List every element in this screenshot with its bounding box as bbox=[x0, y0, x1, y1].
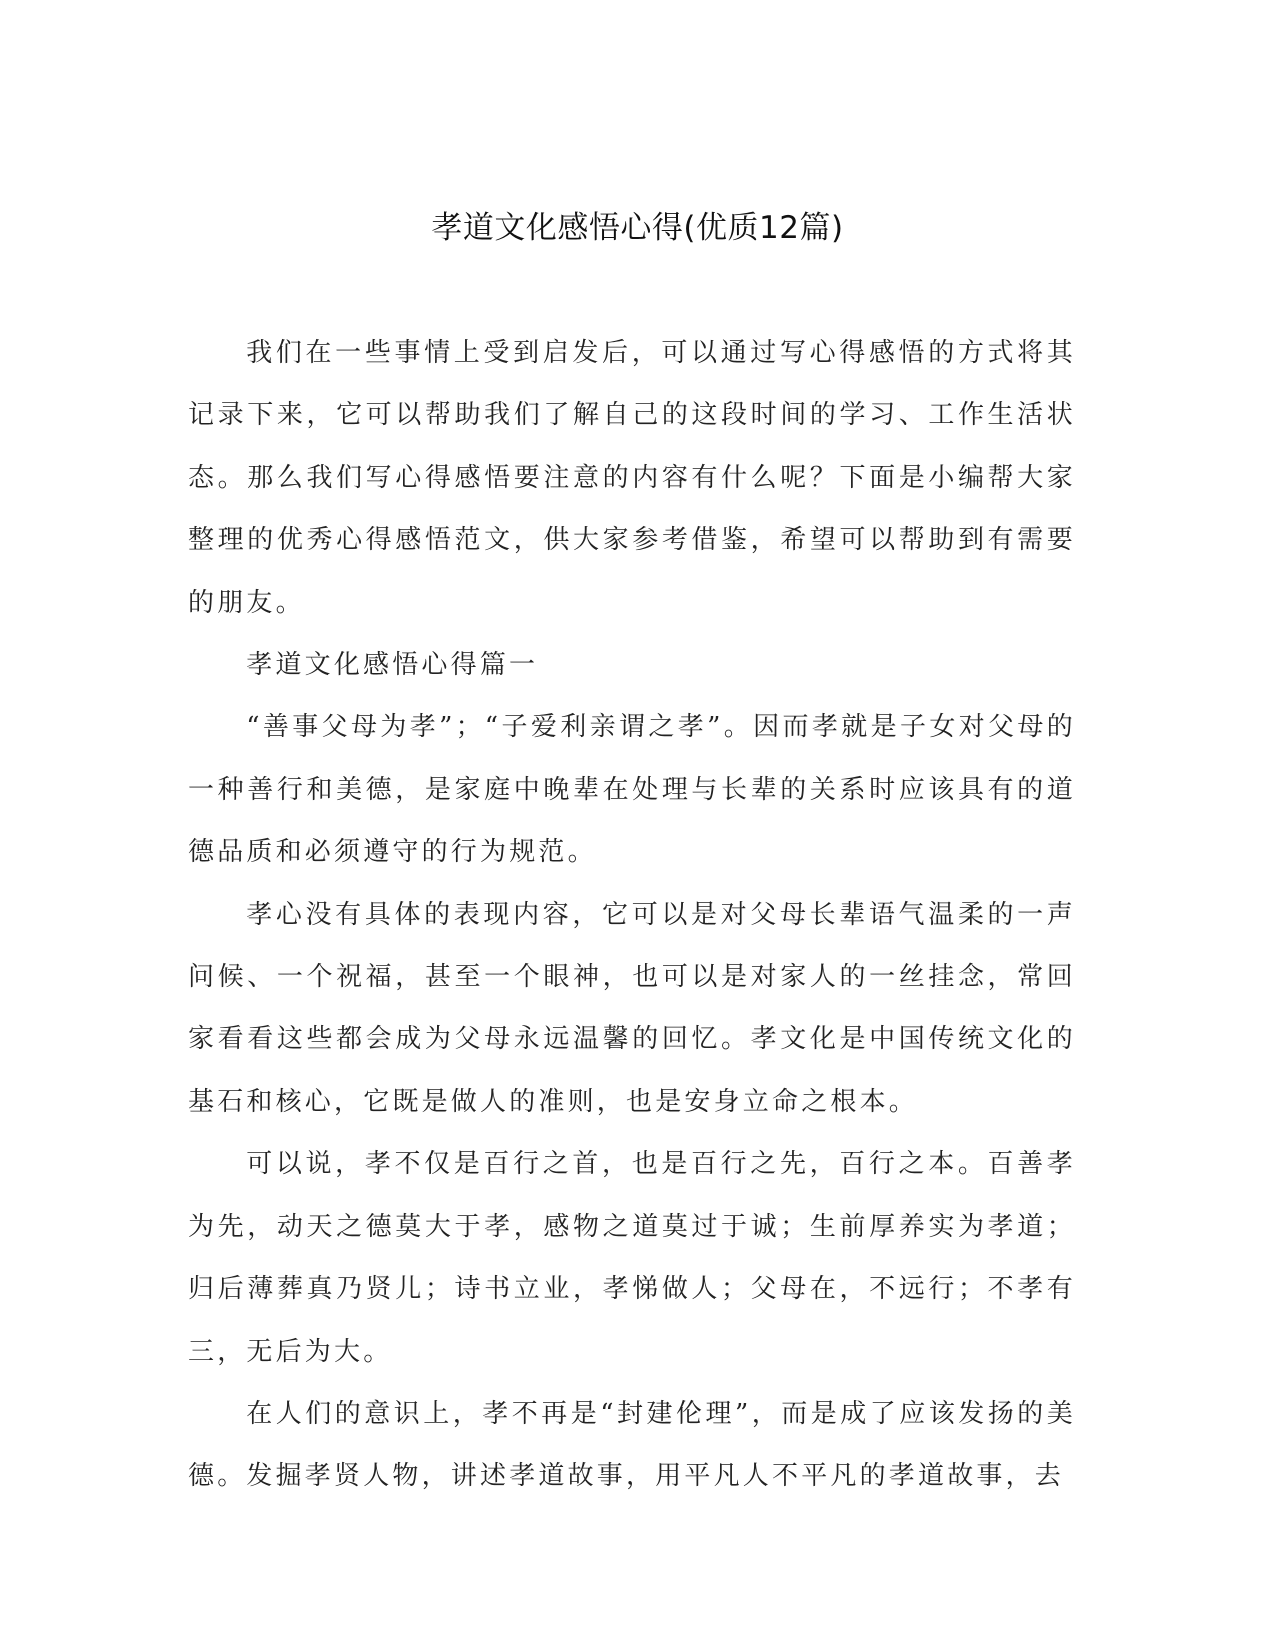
section-heading: 孝道文化感悟心得篇一 bbox=[246, 650, 539, 681]
intro-paragraph: 我们在一些事情上受到启发后，可以通过写心得感悟的方式将其记录下来，它可以帮助我们了解自己的这段时间的学习、工作生活状态。那么我们写心得感悟要注意的内容有什么呢？下面是小编帮大家整理的优秀心得感悟范文，供大家参考借鉴，希望可以帮助到有需要的朋友。 bbox=[188, 338, 1076, 618]
body-paragraph: “善事父母为孝”；“子爱利亲谓之孝”。因而孝就是子女对父母的一种善行和美德，是家庭中晚辈在处理与长辈的关系时应该具有的道德品质和必须遵守的行为规范。 bbox=[188, 712, 1076, 868]
body-paragraph: 孝心没有具体的表现内容，它可以是对父母长辈语气温柔的一声问候、一个祝福，甚至一个眼神，也可以是对家人的一丝挂念，常回家看看这些都会成为父母永远温馨的回忆。孝文化是中国传统文化的基石和核心，它既是做人的准则，也是安身立命之根本。 bbox=[188, 899, 1076, 1117]
body-paragraph: 在人们的意识上，孝不再是“封建伦理”，而是成了应该发扬的美德。发掘孝贤人物，讲述孝道故事，用平凡人不平凡的孝道故事，去 bbox=[188, 1398, 1076, 1492]
document-body bbox=[188, 322, 1076, 1508]
body-paragraph: 可以说，孝不仅是百行之首，也是百行之先，百行之本。百善孝为先，动天之德莫大于孝，感物之道莫过于诚；生前厚养实为孝道；归后薄葬真乃贤儿；诗书立业，孝悌做人；父母在，不远行；不孝有三，无后为大。 bbox=[188, 1149, 1076, 1367]
document-title: 孝道文化感悟心得(优质12篇) bbox=[431, 210, 844, 246]
